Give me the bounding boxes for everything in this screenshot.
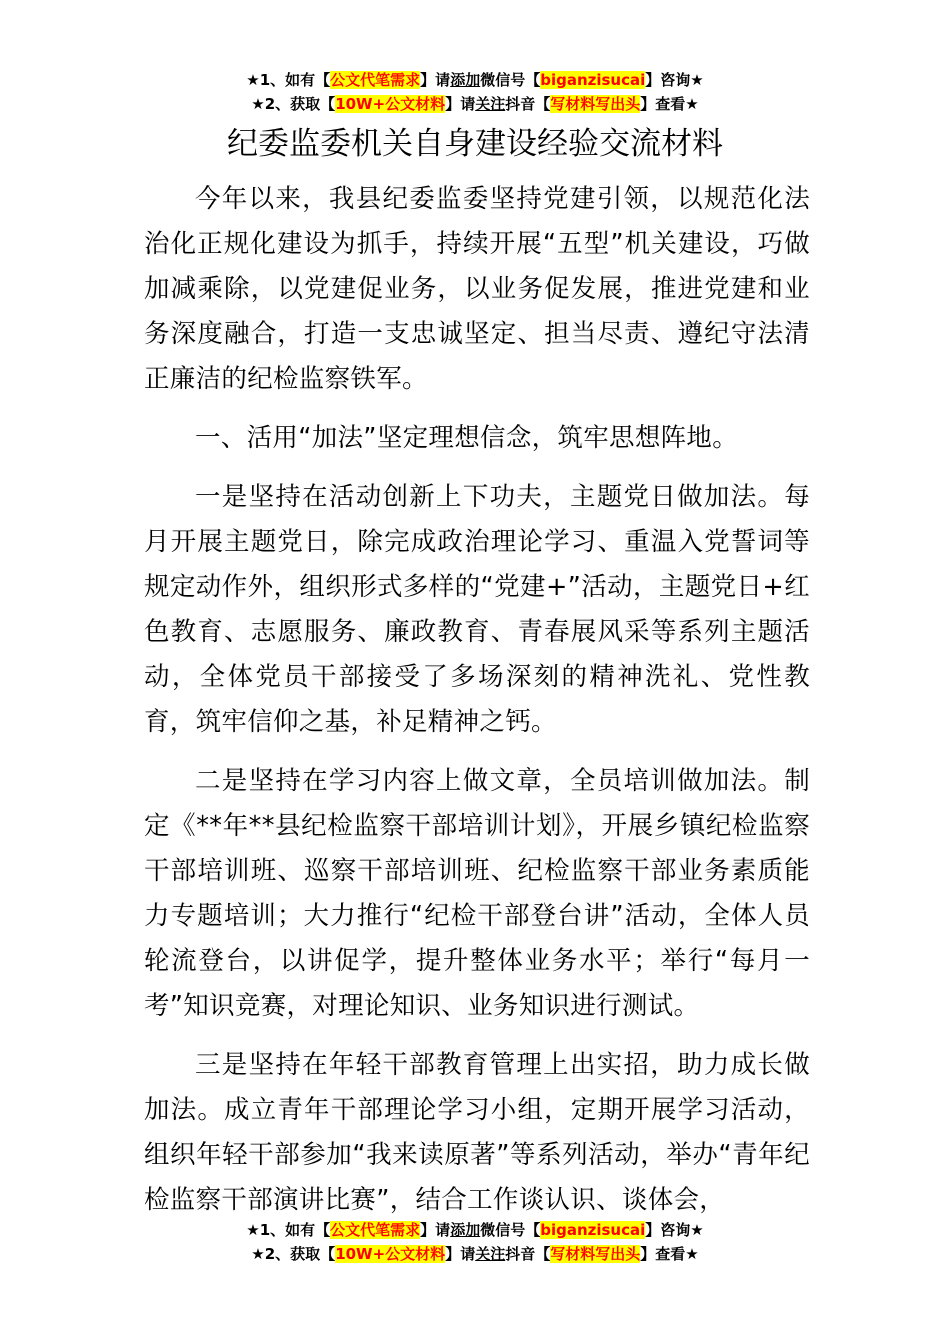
banner-underline: 添加 <box>450 1221 481 1239</box>
banner-underline: 添加 <box>450 71 481 89</box>
banner-text: 抖音【 <box>505 95 551 113</box>
banner-text: 】请 <box>420 71 451 89</box>
banner-highlight: 10W+公文材料 <box>335 1245 446 1263</box>
banner-text: ★1、如有【 <box>246 1221 331 1239</box>
banner-text: 微信号【 <box>480 1221 541 1239</box>
banner-highlight: 公文代笔需求 <box>330 1221 421 1239</box>
banner-highlight: 写材料写出头 <box>550 95 641 113</box>
banner-line-2 <box>0 1242 950 1266</box>
banner-underline: 关注 <box>475 95 506 113</box>
banner-text: 】咨询★ <box>645 1221 704 1239</box>
banner-text: 】请 <box>445 1245 476 1263</box>
footer-banner <box>0 1218 950 1266</box>
body-paragraph: 二是坚持在学习内容上做文章，全员培训做加法。制定《**年**县纪检监察干部培训计划》，开展乡镇纪检监察干部培训班、巡察干部培训班、纪检监察干部业务素质能力专题培训；大力推行“纪检干部登台讲”活动，全体人员轮流登台，以讲促学，提升整体业务水平；举行“每月一考”知识竞赛，对理论知识、业务知识进行测试。 <box>144 766 810 1021</box>
banner-line-1 <box>0 1218 950 1242</box>
banner-text: 】咨询★ <box>645 71 704 89</box>
banner-text: 】查看★ <box>640 1245 699 1263</box>
document-body <box>144 177 810 1237</box>
body-paragraph: 三是坚持在年轻干部教育管理上出实招，助力成长做加法。成立青年干部理论学习小组，定期开展学习活动，组织年轻干部参加“我来读原著”等系列活动，举办“青年纪检监察干部演讲比赛”，结合工作谈认识、谈体会， <box>144 1050 810 1215</box>
banner-highlight: biganzisucai <box>540 1221 646 1239</box>
document-title: 纪委监委机关自身建设经验交流材料 <box>227 126 723 162</box>
banner-highlight: 10W+公文材料 <box>335 95 446 113</box>
banner-highlight: 写材料写出头 <box>550 1245 641 1263</box>
banner-underline: 关注 <box>475 1245 506 1263</box>
header-banner <box>0 68 950 116</box>
banner-text: 抖音【 <box>505 1245 551 1263</box>
banner-highlight: 公文代笔需求 <box>330 71 421 89</box>
banner-highlight: biganzisucai <box>540 71 646 89</box>
banner-text: ★2、获取【 <box>251 1245 336 1263</box>
banner-line-1 <box>0 68 950 92</box>
body-paragraph: 一是坚持在活动创新上下功夫，主题党日做加法。每月开展主题党日，除完成政治理论学习、重温入党誓词等规定动作外，组织形式多样的“党建+”活动，主题党日+红色教育、志愿服务、廉政教育、青春展风采等系列主题活动，全体党员干部接受了多场深刻的精神洗礼、党性教育，筑牢信仰之基，补足精神之钙。 <box>144 482 810 737</box>
intro-paragraph: 今年以来，我县纪委监委坚持党建引领，以规范化法治化正规化建设为抓手，持续开展“五型”机关建设，巧做加减乘除，以党建促业务，以业务促发展，推进党建和业务深度融合，打造一支忠诚坚定、担当尽责、遵纪守法清正廉洁的纪检监察铁军。 <box>144 184 810 394</box>
banner-text: ★1、如有【 <box>246 71 331 89</box>
banner-text: 】查看★ <box>640 95 699 113</box>
section-heading: 一、活用“加法”坚定理想信念，筑牢思想阵地。 <box>195 423 739 453</box>
banner-text: 】请 <box>445 95 476 113</box>
banner-line-2 <box>0 92 950 116</box>
banner-text: 微信号【 <box>480 71 541 89</box>
banner-text: 】请 <box>420 1221 451 1239</box>
banner-text: ★2、获取【 <box>251 95 336 113</box>
